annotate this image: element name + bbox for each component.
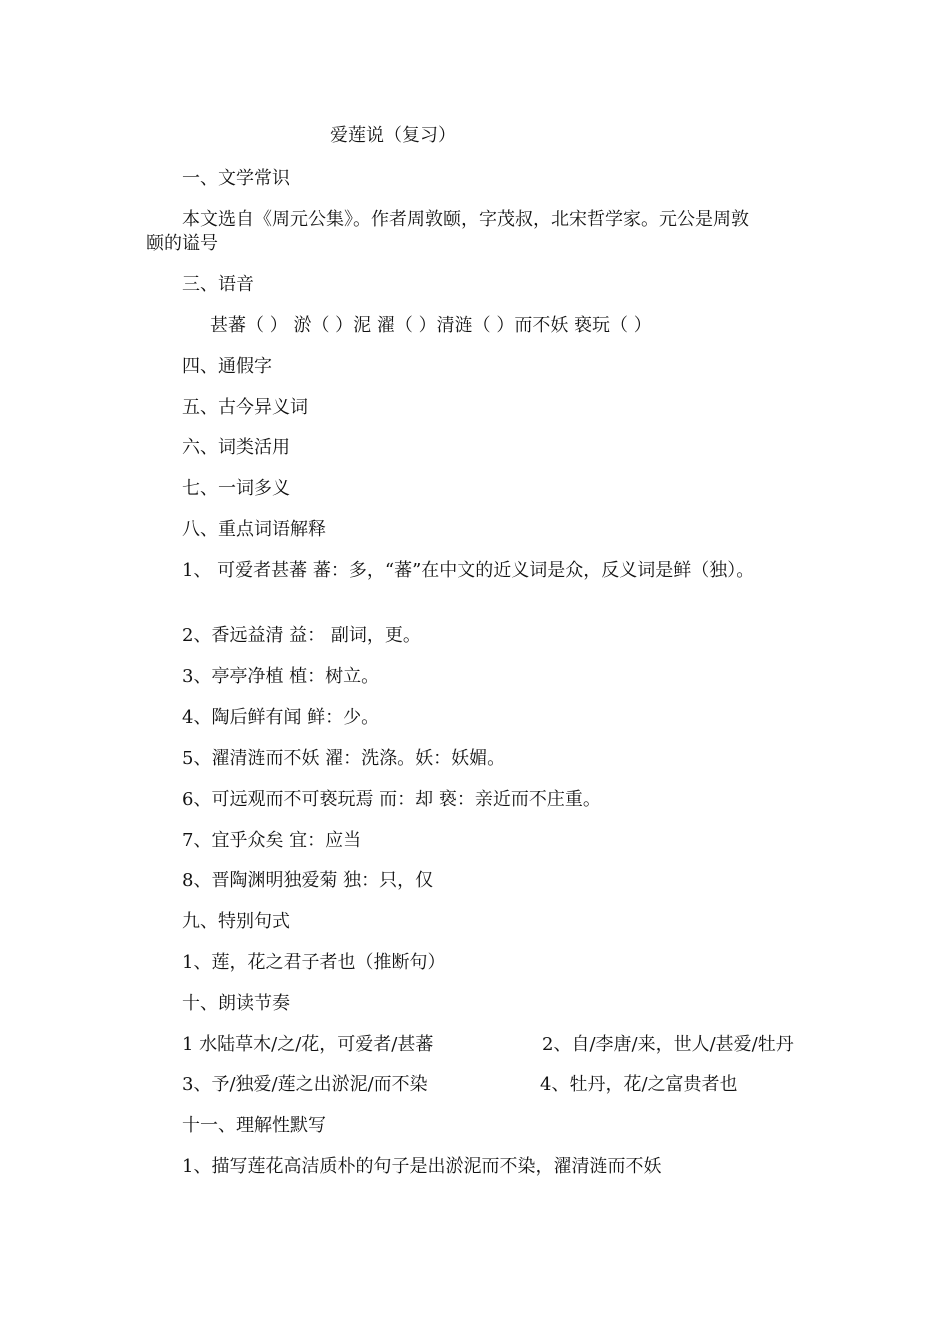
section-heading-part-of-speech-usage: 六、词类活用 [182, 437, 290, 458]
page-title: 爱莲说（复习） [330, 125, 456, 146]
literary-knowledge-text-line-1: 本文选自《周元公集》。作者周敦颐，字茂叔，北宋哲学家。元公是周敦 [182, 209, 749, 230]
literary-knowledge-text-line-2: 颐的谥号 [146, 233, 218, 254]
section-heading-key-word-explanations: 八、重点词语解释 [182, 519, 326, 540]
rhythm-item: 4、牡丹，花/之富贵者也 [540, 1074, 738, 1095]
section-heading-special-sentence-patterns: 九、特别句式 [182, 911, 290, 932]
section-heading-interchangeable-characters: 四、通假字 [182, 356, 272, 377]
rhythm-item: 2、自/李唐/来，世人/甚爱/牡丹 [542, 1034, 794, 1055]
rhythm-item: 1 水陆草木/之/花，可爱者/甚蕃 [182, 1034, 434, 1055]
dictation-item: 1、描写莲花高洁质朴的句子是出淤泥而不染，濯清涟而不妖 [182, 1156, 662, 1177]
section-heading-ancient-modern-meanings: 五、古今异义词 [182, 397, 308, 418]
section-heading-pronunciation: 三、语音 [182, 274, 254, 295]
key-word-item: 5、濯清涟而不妖 濯：洗涤。妖：妖媚。 [182, 748, 506, 769]
section-heading-reading-rhythm: 十、朗读节奏 [182, 993, 290, 1014]
key-word-item: 6、可远观而不可亵玩焉 而：却 亵：亲近而不庄重。 [182, 789, 601, 810]
key-word-item: 8、晋陶渊明独爱菊 独：只，仅 [182, 870, 434, 891]
pronunciation-text: 甚蕃（ ） 淤（ ）泥 濯（ ）清涟（ ）而不妖 亵玩（ ） [210, 315, 652, 336]
section-heading-polysemy: 七、一词多义 [182, 478, 290, 499]
key-word-item: 4、陶后鲜有闻 鲜：少。 [182, 707, 380, 728]
key-word-item: 7、宜乎众矣 宜：应当 [182, 830, 362, 851]
rhythm-item: 3、予/独爱/莲之出淤泥/而不染 [182, 1074, 428, 1095]
section-heading-literary-knowledge: 一、文学常识 [182, 168, 290, 189]
key-word-item: 3、亭亭净植 植：树立。 [182, 666, 380, 687]
sentence-pattern-item: 1、莲，花之君子者也（推断句） [182, 952, 446, 973]
key-word-item: 1、 可爱者甚蕃 蕃：多，“蕃”在中文的近义词是众，反义词是鲜（独）。 [182, 560, 755, 581]
section-heading-comprehension-dictation: 十一、理解性默写 [182, 1115, 326, 1136]
key-word-item: 2、香远益清 益： 副词，更。 [182, 625, 421, 646]
